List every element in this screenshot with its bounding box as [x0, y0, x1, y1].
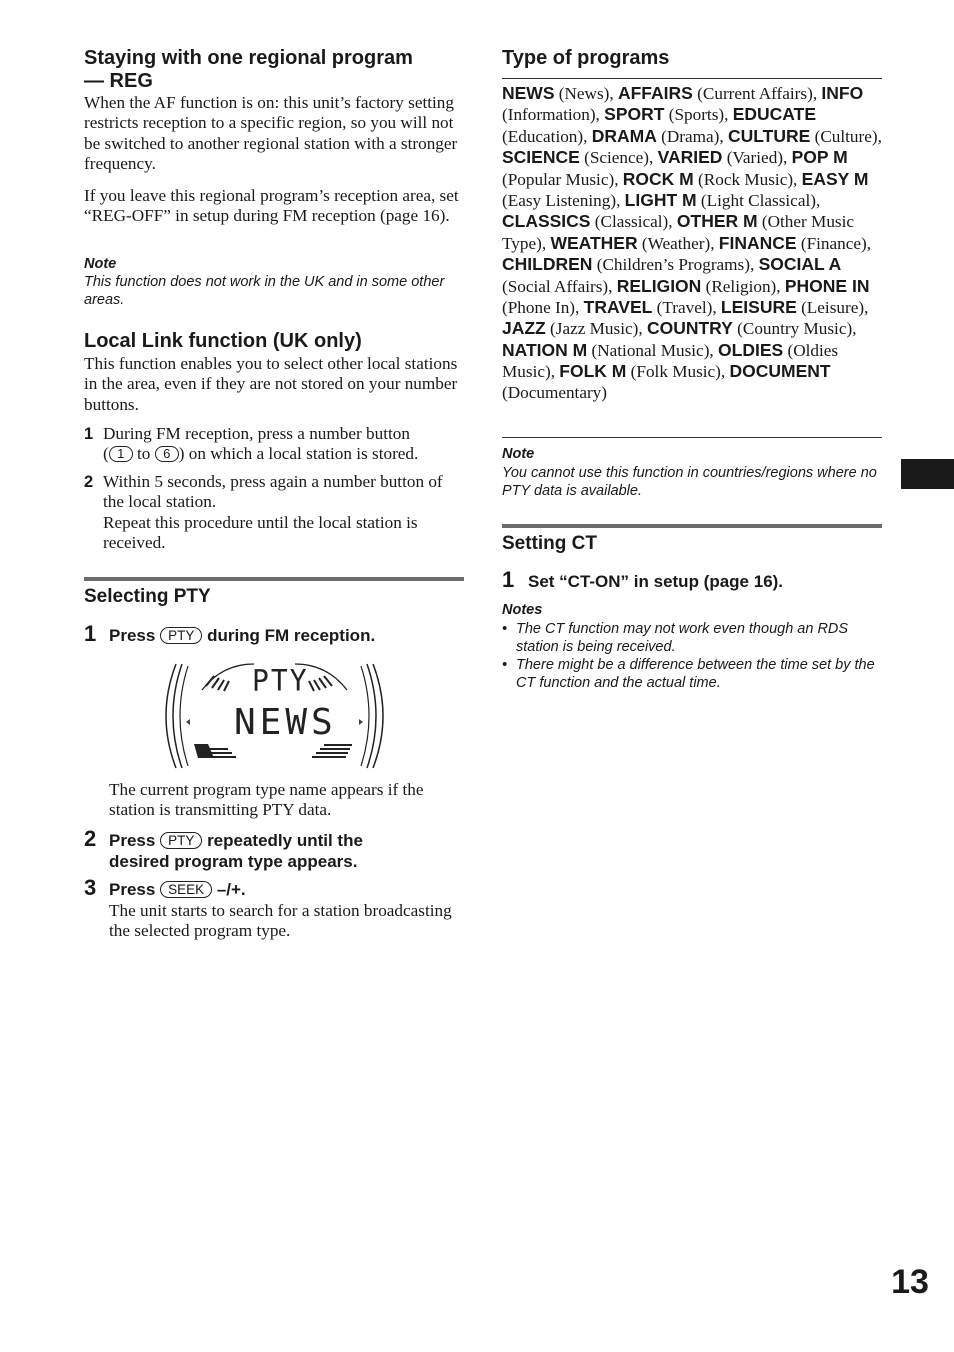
- program-type-description: (Oldies Music): [502, 340, 839, 382]
- program-type-item: SOCIAL A (Social Affairs),: [502, 254, 842, 296]
- program-type-description: (National Music): [591, 340, 710, 360]
- local-link-paragraph: This function enables you to select other local stations in the area, even if they are not stored on your number buttons.: [84, 354, 458, 414]
- selecting-pty-heading: Selecting PTY: [84, 586, 211, 607]
- ct-step-1-number: 1: [502, 567, 515, 592]
- program-type-item: LEISURE (Leisure),: [720, 297, 869, 318]
- program-type-code: JAZZ: [502, 318, 546, 339]
- program-type-item: VARIED (Varied),: [657, 147, 792, 168]
- ct-note-item: • The CT function may not work even though an RDS station is being received.: [502, 621, 849, 655]
- program-type-item: CLASSICS (Classical),: [502, 211, 677, 232]
- bullet: •: [502, 621, 508, 637]
- program-type-description: (Light Classical): [700, 191, 816, 211]
- program-type-item: EASY M (Easy Listening),: [502, 168, 869, 211]
- program-type-code: ROCK M: [622, 168, 694, 189]
- setting-ct-heading: Setting CT: [502, 533, 597, 554]
- program-type-code: OTHER M: [676, 211, 758, 232]
- program-type-item: PHONE IN (Phone In),: [502, 275, 870, 318]
- program-type-description: (Varied): [726, 148, 784, 168]
- ct-notes-list: [502, 620, 882, 692]
- program-types-note-label: Note: [502, 446, 535, 462]
- program-type-code: TRAVEL: [583, 297, 653, 318]
- lcd-line-1: PTY: [252, 663, 309, 698]
- section-divider: [502, 524, 882, 528]
- lcd-display-illustration: [162, 660, 387, 772]
- program-type-code: OLDIES: [718, 339, 784, 360]
- program-type-code: RELIGION: [616, 275, 702, 296]
- program-type-description: (Phone In): [502, 298, 576, 318]
- program-type-item: SPORT (Sports),: [604, 104, 733, 125]
- program-type-description: (Country Music): [737, 319, 853, 339]
- program-type-code: NEWS: [502, 83, 555, 103]
- reg-note-text: This function does not work in the UK and in some other areas.: [84, 274, 445, 308]
- program-type-code: NATION M: [502, 339, 588, 360]
- program-types-heading: Type of programs: [502, 47, 670, 69]
- program-type-description: (Popular Music): [502, 169, 615, 189]
- program-type-description: (Classical): [594, 212, 669, 232]
- program-type-code: DOCUMENT: [729, 361, 831, 382]
- program-type-code: LEISURE: [720, 297, 797, 318]
- program-type-item: NATION M (National Music),: [502, 339, 719, 360]
- program-type-item: AFFAIRS (Current Affairs),: [617, 83, 822, 103]
- program-type-code: DRAMA: [591, 125, 657, 146]
- number-button-1: 1: [109, 446, 133, 462]
- program-type-item: JAZZ (Jazz Music),: [502, 318, 647, 339]
- ct-notes-label: Notes: [502, 602, 543, 618]
- program-type-description: (News): [558, 84, 610, 103]
- program-type-code: SCIENCE: [502, 147, 580, 168]
- program-type-item: NEWS (News),: [502, 83, 618, 103]
- program-type-description: (Current Affairs): [697, 84, 813, 103]
- local-link-item-1-number: 1: [84, 425, 94, 443]
- program-type-item: FOLK M (Folk Music),: [559, 361, 730, 382]
- reg-heading-line2: — REG: [84, 70, 153, 92]
- program-type-item: OLDIES (Oldies Music),: [502, 339, 839, 382]
- local-link-item-2-text: Within 5 seconds, press again a number button of the local station.: [103, 472, 443, 512]
- program-types-rule-top: [502, 78, 882, 79]
- pty-key: PTY: [160, 832, 202, 849]
- program-type-description: (Information): [502, 105, 596, 125]
- bullet: •: [502, 657, 508, 673]
- reg-paragraph-2: If you leave this regional program’s reception area, set “REG-OFF” in setup during FM reception (page 16).: [84, 186, 459, 226]
- local-link-item-2: [84, 472, 464, 554]
- program-type-description: (Rock Music): [698, 169, 794, 189]
- program-type-code: FOLK M: [559, 361, 627, 382]
- local-link-item-2-text2: Repeat this procedure until the local station is received.: [103, 512, 418, 553]
- program-type-description: (Culture): [814, 126, 878, 146]
- program-type-code: CLASSICS: [502, 211, 591, 232]
- program-type-code: CULTURE: [727, 125, 811, 146]
- pty-step-1-description: The current program type name appears if the station is transmitting PTY data.: [109, 780, 424, 820]
- program-type-description: (Travel): [656, 298, 713, 318]
- program-type-description: (Finance): [800, 233, 867, 253]
- program-type-item: CULTURE (Culture),: [727, 125, 882, 146]
- local-link-item-1-line2: ( 1 to 6 ) on which a local station is stored.: [103, 444, 419, 464]
- ct-note-item: • There might be a difference between the time set by the CT function and the actual time.: [502, 657, 875, 691]
- program-type-description: (Weather): [641, 233, 711, 253]
- seek-key: SEEK: [160, 881, 212, 898]
- program-type-item: EDUCATE (Education),: [502, 104, 817, 146]
- program-type-code: FINANCE: [718, 232, 797, 253]
- program-types-rule-bottom: [502, 437, 882, 438]
- local-link-item-1-text: During FM reception, press a number button: [103, 424, 410, 443]
- section-divider: [84, 577, 464, 581]
- program-type-description: (Children’s Programs): [596, 255, 750, 275]
- program-types-note-text: You cannot use this function in countries/regions where no PTY data is available.: [502, 465, 877, 499]
- program-type-code: POP M: [791, 147, 848, 168]
- pty-key: PTY: [160, 627, 202, 644]
- program-type-description: (Social Affairs): [502, 276, 609, 296]
- program-type-code: AFFAIRS: [617, 83, 693, 103]
- program-type-description: (Leisure): [801, 298, 865, 318]
- program-type-list: [502, 83, 882, 403]
- reg-heading-line1: Staying with one regional program: [84, 47, 413, 69]
- program-type-code: EDUCATE: [732, 104, 817, 125]
- pty-step-1: Press PTY during FM reception.: [109, 626, 376, 645]
- pty-step-3-number: 3: [84, 875, 97, 900]
- lcd-line-2: NEWS: [234, 702, 337, 743]
- pty-step-2-number: 2: [84, 826, 97, 851]
- program-type-description: (Other Music Type): [502, 212, 855, 253]
- pty-step-3: Press SEEK –/+.: [109, 880, 246, 899]
- reg-paragraph-1: When the AF function is on: this unit’s factory setting restricts reception to a specific region, so you will not be switched to another regional station with a stronger frequency.: [84, 93, 458, 174]
- program-type-item: CHILDREN (Children’s Programs),: [502, 254, 759, 275]
- program-type-code: WEATHER: [550, 232, 638, 253]
- program-type-description: (Easy Listening): [502, 191, 617, 211]
- program-type-code: VARIED: [657, 147, 723, 168]
- program-type-item: RELIGION (Religion),: [616, 275, 785, 296]
- program-type-item: ROCK M (Rock Music),: [622, 168, 802, 189]
- program-type-code: SOCIAL A: [758, 254, 842, 275]
- program-type-item: TRAVEL (Travel),: [583, 297, 721, 318]
- reg-note-label: Note: [84, 256, 117, 272]
- program-type-code: LIGHT M: [624, 190, 697, 211]
- pty-step-2: Press PTY repeatedly until the desired program type appears.: [109, 831, 363, 871]
- local-link-item-1: [84, 424, 464, 465]
- program-type-item: OTHER M (Other Music Type),: [502, 211, 855, 253]
- program-type-description: (Folk Music): [630, 362, 721, 382]
- program-type-item: POP M (Popular Music),: [502, 147, 848, 189]
- program-type-item: FINANCE (Finance),: [718, 232, 872, 253]
- number-button-6: 6: [155, 446, 179, 462]
- program-type-code: EASY M: [801, 168, 869, 189]
- program-type-code: PHONE IN: [784, 275, 870, 296]
- program-type-item: COUNTRY (Country Music),: [646, 318, 857, 339]
- pty-step-1-number: 1: [84, 621, 97, 646]
- program-type-item: DRAMA (Drama),: [591, 125, 728, 146]
- program-type-code: COUNTRY: [646, 318, 733, 339]
- local-link-item-2-number: 2: [84, 473, 94, 491]
- program-type-description: (Religion): [705, 276, 777, 296]
- program-type-description: (Education): [502, 126, 584, 146]
- program-type-code: SPORT: [604, 104, 665, 125]
- program-type-description: (Science): [584, 148, 649, 168]
- reg-heading: [84, 47, 464, 93]
- program-type-item: SCIENCE (Science),: [502, 147, 658, 168]
- program-type-description: (Sports): [668, 105, 725, 125]
- program-type-item: INFO (Information),: [502, 83, 864, 125]
- program-type-description: (Documentary): [502, 382, 607, 402]
- page-number: 13: [891, 1263, 929, 1301]
- program-type-code: CHILDREN: [502, 254, 593, 275]
- local-link-heading: Local Link function (UK only): [84, 330, 362, 352]
- program-type-item: LIGHT M (Light Classical),: [624, 190, 821, 211]
- program-type-description: (Drama): [661, 126, 720, 146]
- program-type-description: (Jazz Music): [550, 319, 639, 339]
- program-type-item: WEATHER (Weather),: [550, 232, 719, 253]
- program-type-code: INFO: [821, 83, 864, 103]
- pty-step-3-description: The unit starts to search for a station broadcasting the selected program type.: [109, 901, 452, 941]
- ct-step-1: Set “CT-ON” in setup (page 16).: [528, 572, 784, 591]
- chapter-tab-marker: [901, 459, 954, 489]
